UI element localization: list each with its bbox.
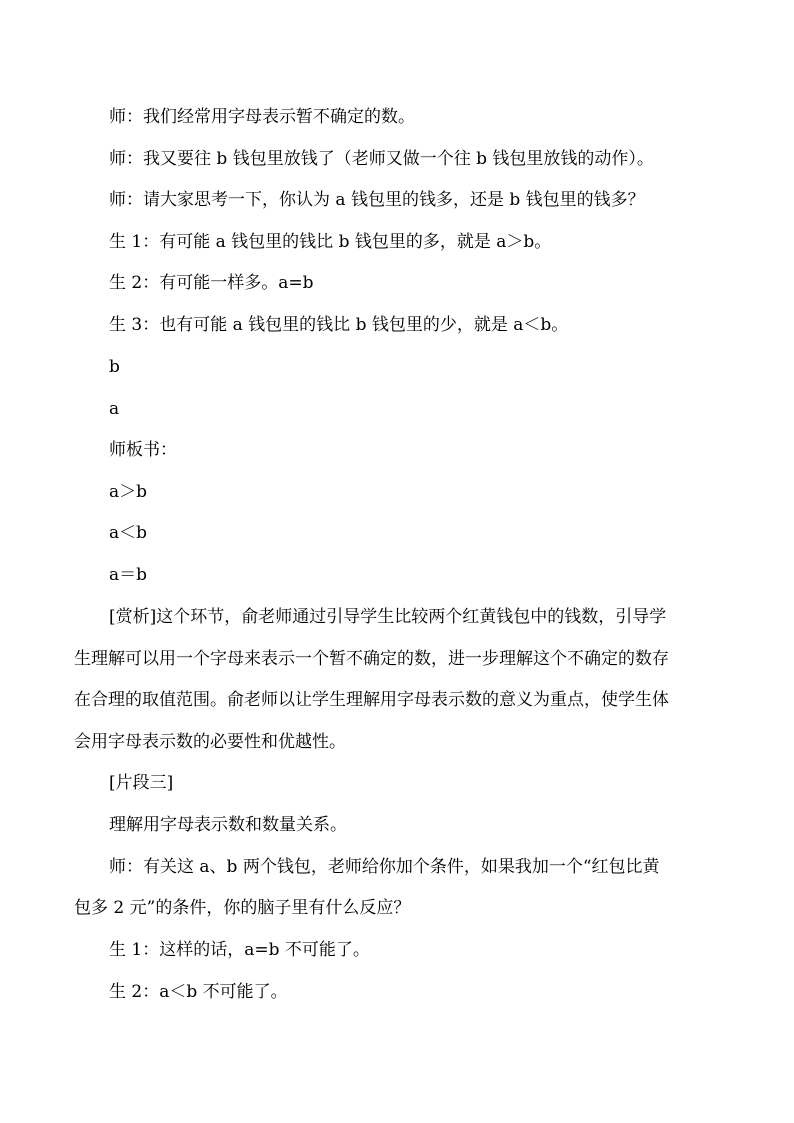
board-heading: 师板书：: [109, 440, 177, 460]
board-expression: a＞b: [109, 482, 148, 502]
dialogue-line: 师：我又要往 b 钱包里放钱了（老师又做一个往 b 钱包里放钱的动作）。: [109, 149, 654, 169]
section-subtitle: 理解用字母表示数和数量关系。: [109, 815, 347, 835]
commentary-line: 会用字母表示数的必要性和优越性。: [74, 732, 346, 752]
commentary-line: 在合理的取值范围。俞老师以让学生理解用字母表示数的意义为重点，使学生体: [74, 690, 669, 710]
dialogue-line: 生 1：这样的话，a=b 不可能了。: [109, 940, 370, 960]
dialogue-line: 生 2：a＜b 不可能了。: [109, 982, 288, 1002]
commentary-line: [赏析]这个环节，俞老师通过引导学生比较两个红黄钱包中的钱数，引导学: [109, 607, 667, 627]
dialogue-line: 生 2：有可能一样多。a=b: [109, 273, 314, 293]
commentary-line: 生理解可以用一个字母来表示一个暂不确定的数，进一步理解这个不确定的数存: [74, 649, 669, 669]
board-expression: a＝b: [109, 565, 148, 585]
section-heading: [片段三]: [109, 773, 174, 793]
dialogue-line: 师：请大家思考一下，你认为 a 钱包里的钱多，还是 b 钱包里的钱多？: [109, 190, 645, 210]
board-expression: a＜b: [109, 523, 148, 543]
dialogue-line: 师：有关这 a、b 两个钱包，老师给你加个条件，如果我加一个“红包比黄: [109, 857, 660, 877]
dialogue-line: 生 3：也有可能 a 钱包里的钱比 b 钱包里的少，就是 a＜b。: [109, 315, 569, 335]
variable-label: b: [109, 357, 120, 377]
variable-label: a: [109, 399, 120, 419]
dialogue-line: 包多 2 元”的条件，你的脑子里有什么反应？: [74, 898, 411, 918]
dialogue-line: 师：我们经常用字母表示暂不确定的数。: [109, 107, 415, 127]
dialogue-line: 生 1：有可能 a 钱包里的钱比 b 钱包里的多，就是 a＞b。: [109, 232, 552, 252]
